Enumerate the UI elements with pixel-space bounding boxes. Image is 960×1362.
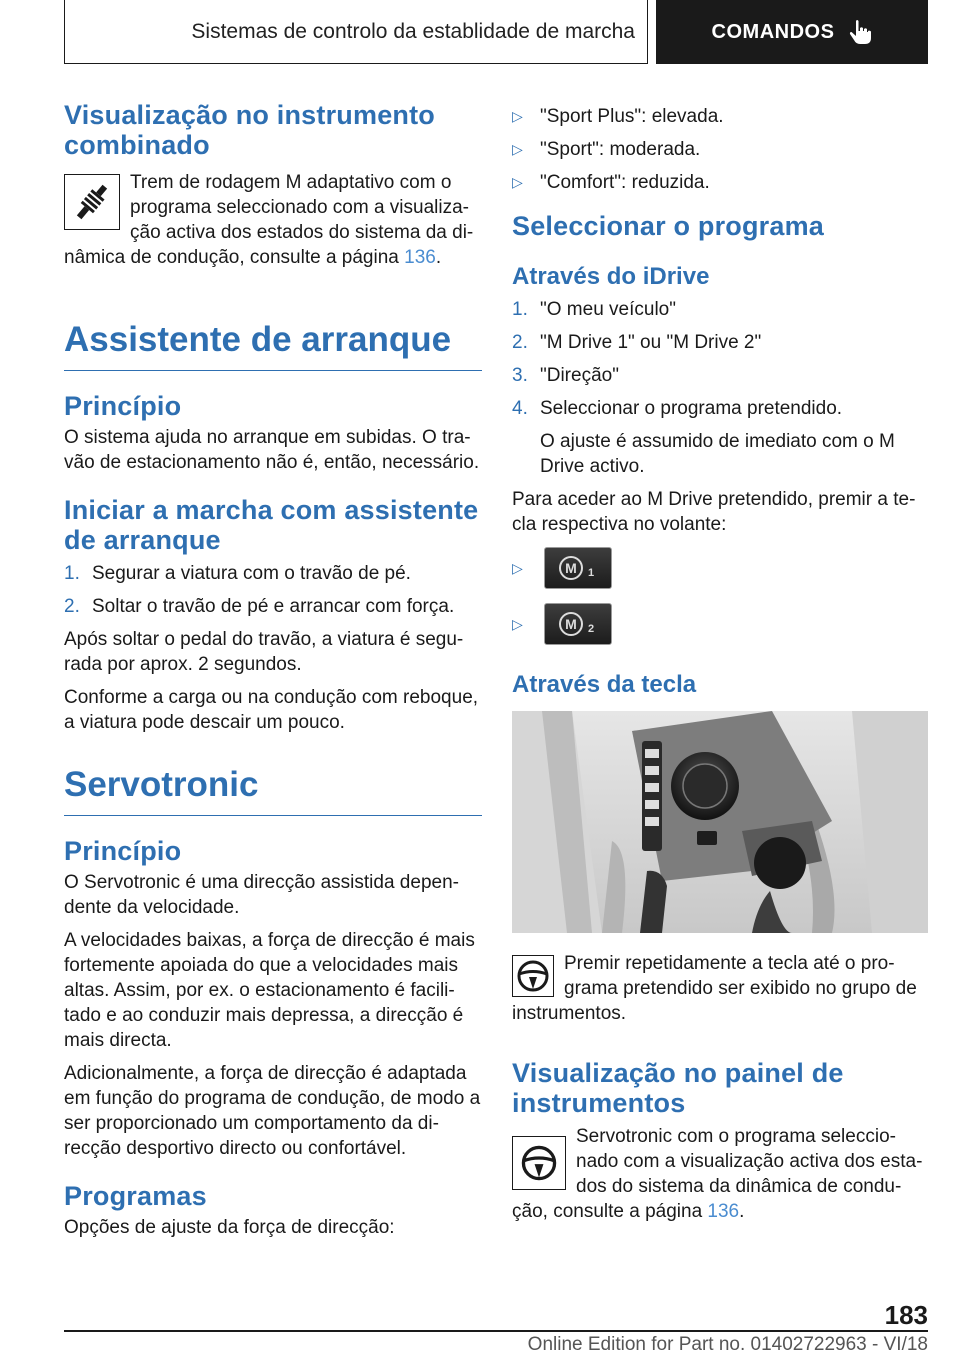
via-button-para — [512, 951, 930, 1026]
panel-text: Servotronic com o programa seleccionado com a visualização activa dos estados do sistema da dinâmica de condução, consulte a página 136. — [512, 1126, 923, 1222]
mdrive-key-2-row: ▷ M 2 — [512, 603, 930, 645]
svg-text:M: M — [565, 616, 578, 632]
assist-principle-text: O sistema ajuda no arranque em subidas. O travão de estacionamento não é, então, necessário. — [64, 427, 480, 473]
servo-text-1: O Servotronic é uma direcção assistida dependente da velocidade. — [64, 872, 459, 918]
via-button-heading: Através da tecla — [512, 671, 697, 698]
right-column — [512, 104, 930, 1224]
idrive-steps-list — [512, 297, 930, 421]
start-steps-list — [64, 561, 482, 619]
list-item: ▷ "Sport": moderada. — [512, 139, 701, 160]
mdrive-text: Para aceder ao M Drive pretendido, premir a tecla respectiva no volante: — [512, 489, 916, 535]
vis-instrument-para — [64, 170, 482, 270]
section-title: Sistemas de controlo da establidade de marcha — [191, 19, 635, 43]
assist-heading: Assistente de arranque — [64, 318, 482, 371]
servo-text-2: A velocidades baixas, a força de direcção é mais fortemente apoiada do que a velocidades mais altas. Assim, por ex. o estacionamento é facilitado e ao conduzir mais depressa, a direcção é mais directa. — [64, 930, 475, 1051]
center-console-photo — [512, 711, 928, 933]
svg-text:1: 1 — [588, 567, 595, 579]
panel-para — [512, 1124, 930, 1224]
servotronic-heading: Servotronic — [64, 763, 482, 816]
vis-instrument-text: Trem de rodagem M adaptativo com o programa seleccionado com a visualização activa dos estados do sistema da dinâmica de condução, consulte a página 136. — [64, 172, 474, 268]
footer-divider — [64, 1330, 928, 1332]
chapter-tab — [656, 0, 928, 64]
select-program-heading: Seleccionar o programa — [512, 211, 825, 241]
start-text-1: Após soltar o pedal do travão, a viatura é segurada por aprox. 2 segundos. — [64, 629, 464, 675]
steering-wheel-icon — [512, 955, 554, 997]
programs-heading: Programas — [64, 1181, 207, 1211]
footer-edition — [0, 1334, 928, 1356]
shock-absorber-icon — [64, 174, 120, 230]
mdrive-key-1-row: ▷ M 1 — [512, 547, 930, 589]
list-item: 4. Seleccionar o programa pretendido. — [512, 398, 843, 419]
header-section-box — [64, 0, 648, 64]
idrive-note: O ajuste é assumido de imediato com o M Drive activo. — [540, 431, 895, 477]
chapter-tab-label: COMANDOS — [711, 20, 835, 43]
left-column — [64, 100, 482, 1248]
servo-principle-heading: Princípio — [64, 836, 182, 866]
steering-wheel-icon — [512, 1136, 566, 1190]
list-item: 1. "O meu veículo" — [512, 299, 676, 320]
svg-text:M: M — [565, 560, 578, 576]
m1-button-icon — [544, 547, 612, 589]
page-ref-link[interactable]: 136 — [707, 1201, 740, 1222]
page-ref-link[interactable]: 136 — [404, 247, 436, 268]
page-number: 183 — [884, 1300, 928, 1330]
start-text-2: Conforme a carga ou na condução com reboque, a viatura pode descair um pouco. — [64, 687, 479, 733]
list-item: ▷ "Sport Plus": elevada. — [512, 106, 724, 127]
programs-text: Opções de ajuste da força de direcção: — [64, 1217, 395, 1238]
via-button-text: Premir repetidamente a tecla até o programa pretendido ser exibido no grupo de instrumentos. — [512, 953, 917, 1024]
svg-text:2: 2 — [588, 623, 595, 635]
assist-principle-heading: Princípio — [64, 391, 182, 421]
m2-button-icon — [544, 603, 612, 645]
start-heading: Iniciar a marcha com assistente de arranque — [64, 495, 479, 555]
list-item: 1. Segurar a viatura com o travão de pé. — [64, 563, 411, 584]
list-item: 3. "Direção" — [512, 365, 619, 386]
panel-heading: Visualização no painel de instrumentos — [512, 1058, 844, 1118]
vis-instrument-heading: Visualização no instrumento combinado — [64, 100, 435, 160]
list-item: ▷ "Comfort": reduzida. — [512, 172, 710, 193]
servo-text-3: Adicionalmente, a força de direcção é adaptada em função do programa de condução, de modo a ser proporcionado um comportamento da direcção desportivo directo ou confortável. — [64, 1063, 481, 1159]
hand-pointer-icon — [848, 19, 872, 45]
list-item: 2. Soltar o travão de pé e arrancar com força. — [64, 596, 455, 617]
list-item: 2. "M Drive 1" ou "M Drive 2" — [512, 332, 762, 353]
idrive-heading: Através do iDrive — [512, 263, 710, 290]
edition-text: Online Edition for Part no. 01402722963 - VI/18 — [527, 1334, 928, 1355]
programs-list — [512, 104, 930, 195]
